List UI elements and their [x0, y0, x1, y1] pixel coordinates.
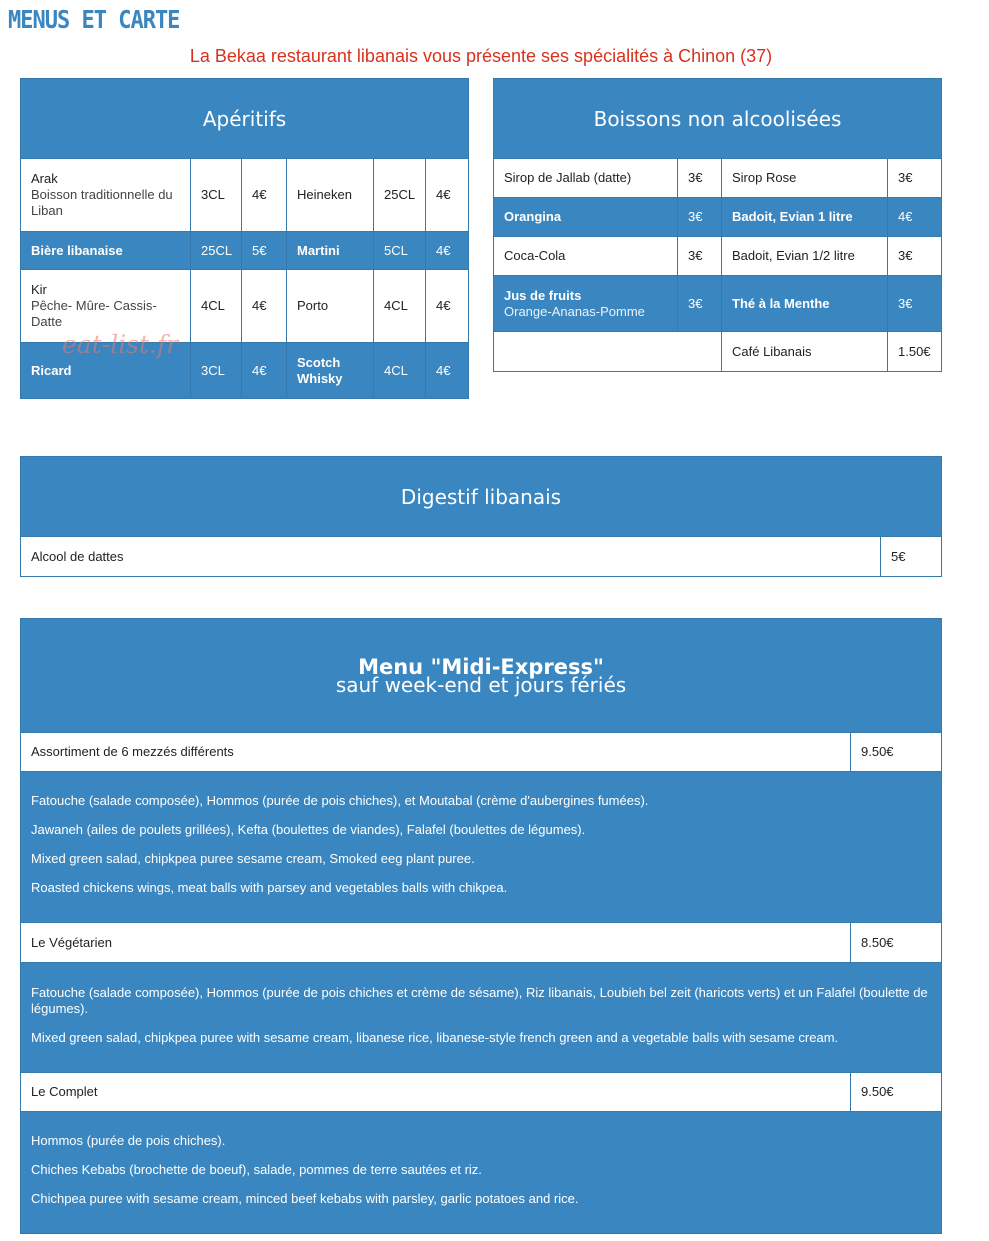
description-line: Roasted chickens wings, meat balls with parsey and vegetables balls with chikpea.: [31, 880, 508, 895]
table-row: [21, 343, 469, 399]
item-price: 3€: [888, 237, 942, 276]
item-price: 3€: [888, 159, 942, 198]
table-row: [494, 198, 942, 237]
item-name: Jus de fruits Orange-Ananas-Pomme: [494, 276, 678, 332]
item-price: 9.50€: [851, 733, 942, 772]
item-price: 3€: [678, 276, 722, 332]
item-price: 4€: [426, 343, 469, 399]
item-name: Alcool de dattes: [21, 537, 881, 577]
item-name: Orangina: [494, 198, 678, 237]
item-price: 5€: [242, 232, 287, 270]
item-description: [21, 963, 942, 1073]
watermark: eat-list.fr: [62, 330, 179, 359]
item-name: Martini: [287, 232, 374, 270]
item-name: Le Végétarien: [21, 923, 851, 963]
boissons-table: [493, 78, 942, 372]
description-line: Fatouche (salade composée), Hommos (purée de pois chiches), et Moutabal (crème d'aubergines fumées).: [31, 793, 649, 808]
item-volume: 4CL: [374, 270, 426, 343]
item-volume: 5CL: [374, 232, 426, 270]
description-line: Chiches Kebabs (brochette de boeuf), salade, pommes de terre sautées et riz.: [31, 1162, 482, 1177]
item-name: Sirop de Jallab (datte): [494, 159, 678, 198]
item-volume: 25CL: [191, 232, 242, 270]
description-line: Fatouche (salade composée), Hommos (purée de pois chiches et crème de sésame), Riz libanais, Loubieh bel zeit (haricots verts) et un Falafel (boulette de légumes).: [31, 984, 928, 1016]
description-line: Mixed green salad, chipkpea puree sesame cream, Smoked eeg plant puree.: [31, 851, 475, 866]
item-price: 3€: [678, 237, 722, 276]
table-row: [494, 237, 942, 276]
item-name: Le Complet: [21, 1073, 851, 1112]
digestif-table: [20, 456, 942, 577]
table-row: [21, 537, 942, 577]
item-volume: 3CL: [191, 343, 242, 399]
item-volume: 3CL: [191, 159, 242, 232]
item-price: 8.50€: [851, 923, 942, 963]
item-name: Sirop Rose: [722, 159, 888, 198]
item-price: 4€: [888, 198, 942, 237]
empty-cell: [494, 332, 722, 372]
item-name: Badoit, Evian 1 litre: [722, 198, 888, 237]
item-price: 9.50€: [851, 1073, 942, 1112]
item-name: Coca-Cola: [494, 237, 678, 276]
item-price: 4€: [242, 159, 287, 232]
item-name: Ricard: [21, 343, 191, 399]
table-row: [494, 332, 942, 372]
table-row: [494, 159, 942, 198]
item-price: 3€: [678, 159, 722, 198]
item-name: Arak Boisson traditionnelle du Liban: [21, 159, 191, 232]
table-row: [21, 232, 469, 270]
midi-express-header: [21, 619, 942, 733]
description-line: Hommos (purée de pois chiches).: [31, 1133, 226, 1148]
item-name: Kir Pêche- Mûre- Cassis- Datte: [21, 270, 191, 343]
item-volume: 25CL: [374, 159, 426, 232]
item-volume: 4CL: [191, 270, 242, 343]
item-price: 4€: [426, 232, 469, 270]
table-row: [21, 270, 469, 343]
midi-express-table: [20, 618, 942, 1234]
item-description: [21, 1112, 942, 1234]
aperitifs-title: Apéritifs: [21, 79, 469, 159]
item-name: Porto: [287, 270, 374, 343]
item-name: Bière libanaise: [21, 232, 191, 270]
item-name: Assortiment de 6 mezzés différents: [21, 733, 851, 772]
table-row: [21, 923, 942, 963]
boissons-title: Boissons non alcoolisées: [494, 79, 942, 159]
item-price: 4€: [426, 270, 469, 343]
item-price: 4€: [426, 159, 469, 232]
digestif-title: Digestif libanais: [21, 457, 942, 537]
table-row: [21, 159, 469, 232]
item-name: Thé à la Menthe: [722, 276, 888, 332]
item-name: Heineken: [287, 159, 374, 232]
item-name: Scotch Whisky: [287, 343, 374, 399]
item-price: 1.50€: [888, 332, 942, 372]
item-name: Café Libanais: [722, 332, 888, 372]
item-price: 3€: [678, 198, 722, 237]
table-row: [21, 1073, 942, 1112]
item-price: 5€: [881, 537, 942, 577]
description-line: Chichpea puree with sesame cream, minced beef kebabs with parsley, garlic potatoes and rice.: [31, 1191, 579, 1206]
description-line: Jawaneh (ailes de poulets grillées), Kefta (boulettes de viandes), Falafel (boulettes de légumes).: [31, 822, 586, 837]
aperitifs-table: [20, 78, 469, 399]
page-subtitle: La Bekaa restaurant libanais vous présente ses spécialités à Chinon (37): [189, 46, 773, 66]
table-row: [21, 733, 942, 772]
description-line: Mixed green salad, chipkpea puree with sesame cream, libanese rice, libanese-style french green and a vegetable balls with sesame cream.: [31, 1029, 839, 1045]
item-description: [21, 772, 942, 923]
midi-express-subtitle: sauf week-end et jours fériés: [335, 672, 627, 697]
midi-express-title: Menu "Midi-Express": [358, 654, 604, 679]
item-price: 3€: [888, 276, 942, 332]
item-price: 4€: [242, 270, 287, 343]
item-volume: 4CL: [374, 343, 426, 399]
table-row: [494, 276, 942, 332]
item-price: 4€: [242, 343, 287, 399]
page-title: MENUS ET CARTE: [8, 6, 180, 35]
item-name: Badoit, Evian 1/2 litre: [722, 237, 888, 276]
